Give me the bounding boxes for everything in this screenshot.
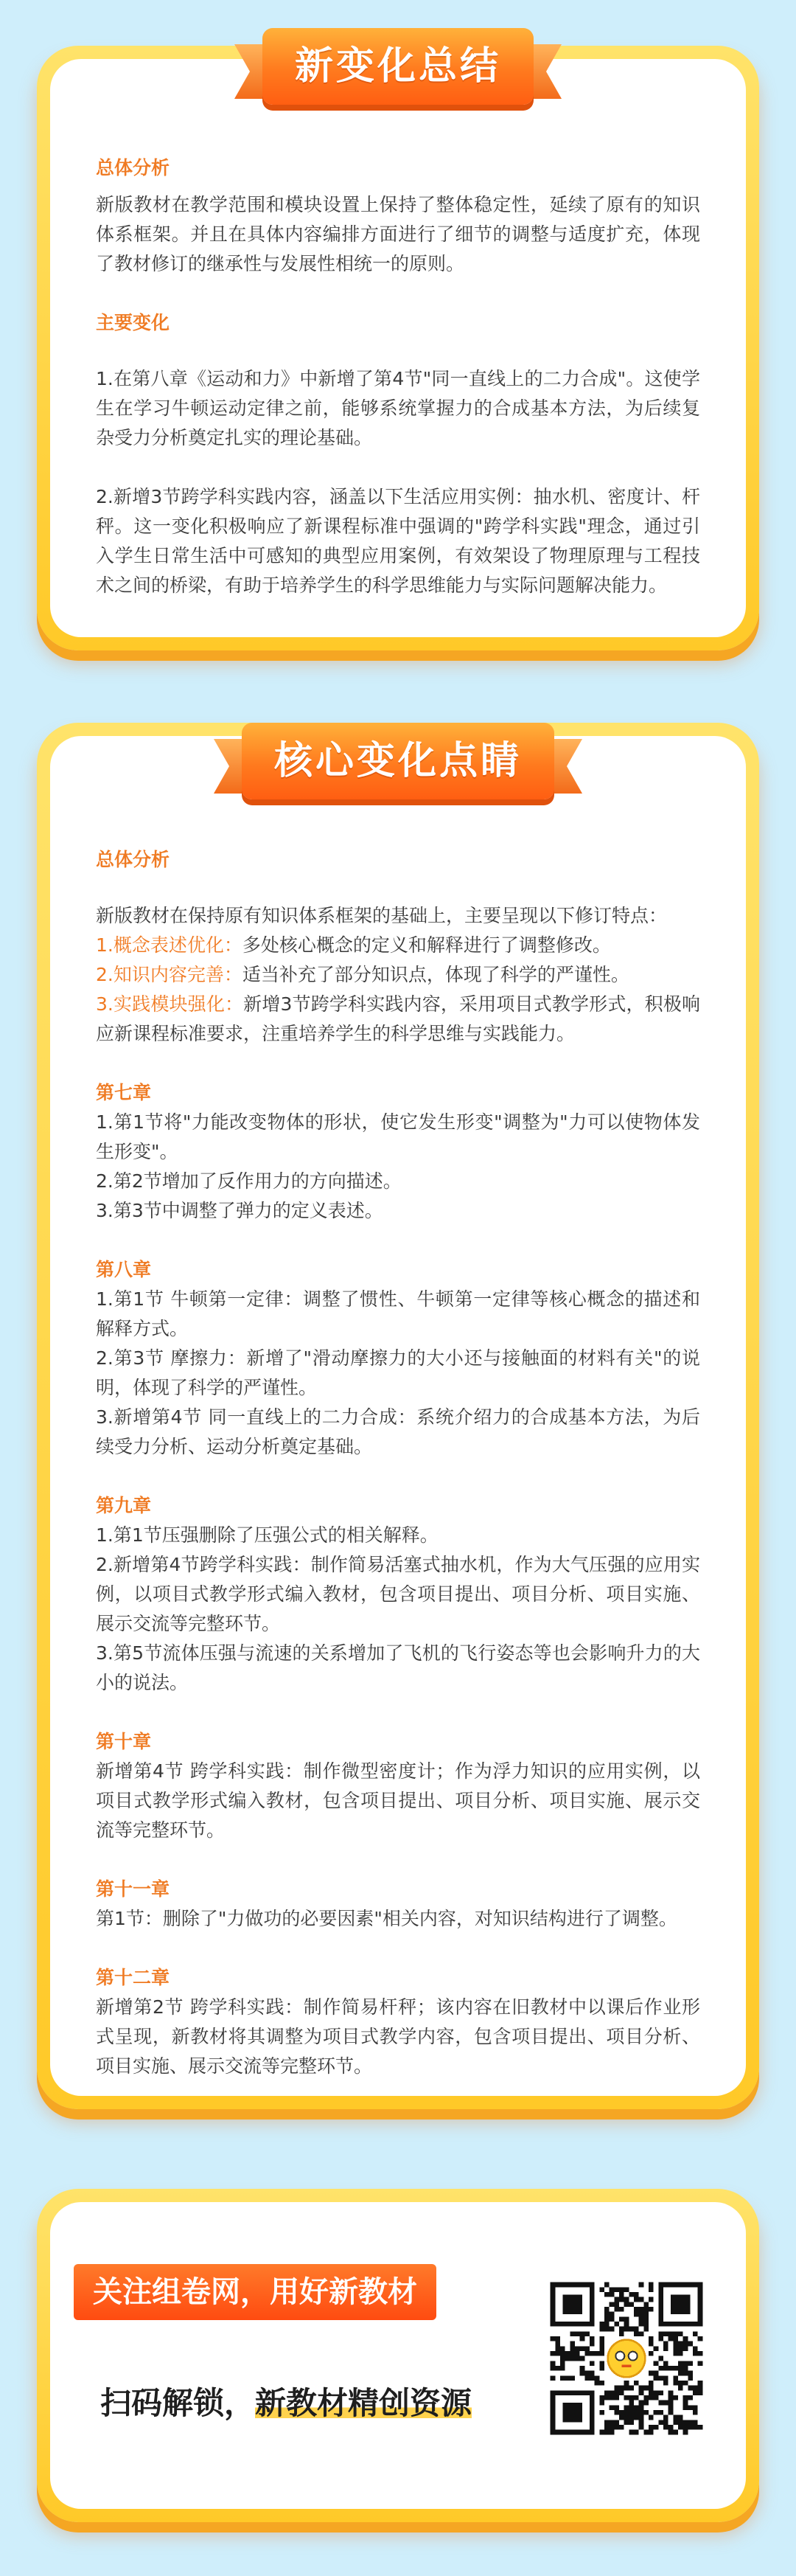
change-item: 1.在第八章《运动和力》中新增了第4节"同一直线上的二力合成"。这使学生在学习牛顿运动定律之前，能够系统掌握力的合成基本方法，为后续复杂受力分析奠定扎实的理论基础。 [96, 368, 700, 448]
promo-slogan: 关注组卷网，用好新教材 [74, 2264, 436, 2320]
chapter-line: 2.新增第4节跨学科实践：制作简易活塞式抽水机，作为大气压强的应用实例，以项目式教学形式编入教材，包含项目提出、项目分析、项目实施、展示交流等完整环节。 [96, 1554, 700, 1634]
chapter-line: 2.第3节 摩擦力：新增了"滑动摩擦力的大小还与接触面的材料有关"的说明，体现了科学的严谨性。 [96, 1347, 700, 1398]
promo-tagline-highlight: 新教材精创资源 [255, 2385, 472, 2421]
chapter-line: 新增第4节 跨学科实践：制作微型密度计；作为浮力知识的应用实例，以项目式教学形式编入教材，包含项目提出、项目分析、项目实施、展示交流等完整环节。 [96, 1760, 700, 1841]
feature-text: 多处核心概念的定义和解释进行了调整修改。 [242, 934, 611, 956]
section-title: 主要变化 [96, 312, 170, 333]
promo-tagline [100, 2379, 472, 2423]
feature-item [96, 960, 700, 990]
feature-label: 3.实践模块强化： [96, 993, 244, 1015]
feature-item [96, 990, 700, 1049]
summary-card [37, 46, 759, 650]
change-item: 2.新增3节跨学科实践内容，涵盖以下生活应用实例：抽水机、密度计、杆秤。这一变化积极响应了新课程标准中强调的"跨学科实践"理念，通过引入学生日常生活中可感知的典型应用案例，有效架设了物理原理与工程技术之间的桥梁，有助于培养学生的科学思维能力与实际问题解决能力。 [96, 486, 700, 596]
highlights-card [37, 723, 759, 2109]
qr-finder-top-left [551, 2282, 595, 2327]
chapter-line: 2.第2节增加了反作用力的方向描述。 [96, 1170, 402, 1192]
promo-tagline-prefix: 扫码解锁， [100, 2385, 256, 2421]
highlights-card-body [50, 736, 746, 2096]
feature-text: 适当补充了部分知识点，体现了科学的严谨性。 [242, 964, 629, 985]
qr-finder-top-right [658, 2282, 702, 2327]
feature-label: 2.知识内容完善： [96, 964, 242, 985]
chapter-line: 3.第5节流体压强与流速的关系增加了飞机的飞行姿态等也会影响升力的大小的说法。 [96, 1642, 700, 1693]
feature-item [96, 931, 700, 960]
qr-code[interactable] [545, 2277, 708, 2440]
summary-card-body [50, 59, 746, 637]
chapter-title: 第十一章 [96, 1878, 170, 1900]
chapter-line: 第1节：删除了"力做功的必要因素"相关内容，对知识结构进行了调整。 [96, 1908, 677, 1929]
mascot-icon [604, 2336, 649, 2381]
chapter-line: 3.第3节中调整了弹力的定义表述。 [96, 1200, 383, 1221]
chapter-title: 第十章 [96, 1731, 152, 1752]
chapter-line: 1.第1节 牛顿第一定律：调整了惯性、牛顿第一定律等核心概念的描述和解释方式。 [96, 1288, 700, 1339]
feature-text: 新增3节跨学科实践内容，采用项目式教学形式，积极响应新课程标准要求，注重培养学生的科学思维与实践能力。 [96, 993, 700, 1044]
chapter-title: 第十二章 [96, 1967, 170, 1988]
highlights-banner [242, 723, 554, 799]
chapter-line: 1.第1节将"力能改变物体的形状，使它发生形变"调整为"力可以使物体发生形变"。 [96, 1111, 700, 1162]
chapter-line: 3.新增第4节 同一直线上的二力合成：系统介绍力的合成基本方法，为后续受力分析、运动分析奠定基础。 [96, 1406, 700, 1457]
chapter-line: 新增第2节 跨学科实践：制作简易杆秤；该内容在旧教材中以课后作业形式呈现，新教材将其调整为项目式教学内容，包含项目提出、项目分析、项目实施、展示交流等完整环节。 [96, 1996, 700, 2077]
qr-finder-bottom-left [551, 2390, 595, 2434]
section-title: 总体分析 [96, 849, 170, 870]
summary-banner [262, 28, 534, 105]
chapter-title: 第九章 [96, 1495, 152, 1516]
banner-title: 新变化总结 [262, 28, 534, 105]
section-text: 新版教材在教学范围和模块设置上保持了整体稳定性，延续了原有的知识体系框架。并且在具体内容编排方面进行了细节的调整与适度扩充，体现了教材修订的继承性与发展性相统一的原则。 [96, 194, 700, 274]
chapter-title: 第八章 [96, 1259, 152, 1280]
section-title: 总体分析 [96, 157, 170, 178]
chapter-line: 1.第1节压强删除了压强公式的相关解释。 [96, 1524, 439, 1546]
feature-label: 1.概念表述优化： [96, 934, 242, 956]
overview-intro: 新版教材在保持原有知识体系框架的基础上，主要呈现以下修订特点： [96, 905, 668, 926]
chapter-title: 第七章 [96, 1082, 152, 1103]
banner-title: 核心变化点睛 [242, 723, 554, 799]
